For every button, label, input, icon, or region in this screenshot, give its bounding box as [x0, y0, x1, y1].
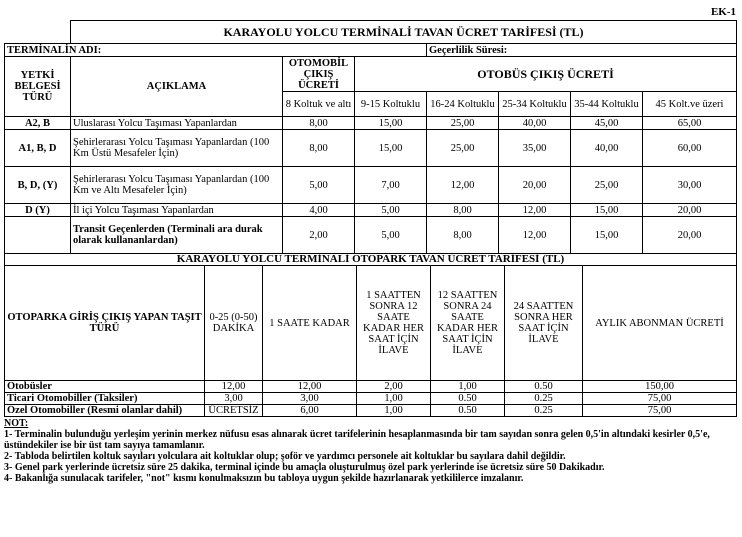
parking-col: 1 SAATTEN SONRA 12 SAATE KADAR HER SAAT İÇİN İLAVE	[357, 266, 431, 381]
table-row	[5, 393, 737, 405]
license-type	[5, 217, 71, 254]
fee-cell: 0.50	[505, 381, 583, 393]
fee-cell: 1,00	[431, 381, 505, 393]
fee-cell: 25,00	[427, 117, 499, 130]
fee-cell: 12,00	[263, 381, 357, 393]
fee-cell: 7,00	[355, 167, 427, 204]
terminal-tariff-table	[4, 20, 737, 254]
row-description: Transit Geçenlerden (Terminali ara durak olarak kullananlardan)	[71, 217, 283, 254]
table-row	[5, 117, 737, 130]
fee-cell: 12,00	[499, 204, 571, 217]
parking-col: 0-25 (0-50) DAKİKA	[205, 266, 263, 381]
row-description: Şehirlerarası Yolcu Taşıması Yapanlardan (100 Km ve Altı Mesafeler İçin)	[71, 167, 283, 204]
notes-label: NOT:	[4, 418, 29, 429]
fee-cell: 2,00	[283, 217, 355, 254]
fee-cell: 3,00	[205, 393, 263, 405]
fee-cell: 30,00	[643, 167, 737, 204]
vehicle-type: Otobüsler	[5, 381, 205, 393]
fee-cell: 0.25	[505, 393, 583, 405]
table-row	[5, 130, 737, 167]
fee-cell: 12,00	[205, 381, 263, 393]
fee-cell: 0.25	[505, 405, 583, 417]
fee-cell: 15,00	[355, 130, 427, 167]
fee-cell: 40,00	[571, 130, 643, 167]
sub-col: 9-15 Koltuklu	[355, 92, 427, 117]
validity-label: Geçerlilik Süresi:	[427, 44, 737, 57]
table-row	[5, 217, 737, 254]
fee-cell: 15,00	[571, 217, 643, 254]
sub-col: 16-24 Koltuklu	[427, 92, 499, 117]
fee-cell: 0.50	[431, 393, 505, 405]
note-item: 1- Terminalin bulunduğu yerleşim yerinin merkez nüfusu esas alınarak ücret tarifelerinin hesaplanmasında bir tam sayıdan sonra gelen 0,5'in altındaki kesirler 0,5'e, üstündekiler ise bir üst tam sayıya tamamlanır.	[4, 429, 710, 451]
parking-tariff-table	[4, 254, 737, 417]
parking-tariff-title: KARAYOLU YOLCU TERMİNALİ OTOPARK TAVAN ÜCRET TARİFESİ (TL)	[5, 254, 737, 266]
fee-cell: 75,00	[583, 405, 737, 417]
terminal-name-label: TERMİNALİN ADI:	[5, 44, 427, 57]
fee-cell: 75,00	[583, 393, 737, 405]
row-description: İl içi Yolcu Taşıması Yapanlardan	[71, 204, 283, 217]
table-row	[5, 167, 737, 204]
fee-cell: 5,00	[355, 217, 427, 254]
note-item: 3- Genel park yerlerinde ücretsiz süre 25 dakika, terminal içinde bu amaçla oluşturulmuş özel park yerlerinde ise ücretsiz süre 50 Dakikadır.	[4, 462, 605, 473]
document-page	[4, 20, 736, 484]
license-type: D (Y)	[5, 204, 71, 217]
fee-cell: 65,00	[643, 117, 737, 130]
license-type: A1, B, D	[5, 130, 71, 167]
col-auto-exit: OTOMOBİL ÇIKIŞ ÜCRETİ	[283, 57, 355, 92]
fee-cell: 8,00	[427, 217, 499, 254]
fee-cell: 150,00	[583, 381, 737, 393]
license-type: A2, B	[5, 117, 71, 130]
sub-col: 45 Kolt.ve üzeri	[643, 92, 737, 117]
annex-label: EK-1	[710, 6, 736, 18]
fee-cell: 1,00	[357, 393, 431, 405]
parking-col: 1 SAATE KADAR	[263, 266, 357, 381]
terminal-tariff-title: KARAYOLU YOLCU TERMİNALİ TAVAN ÜCRET TARİFESİ (TL)	[71, 21, 737, 44]
fee-cell: ÜCRETSİZ	[205, 405, 263, 417]
fee-cell: 1,00	[357, 405, 431, 417]
fee-cell: 25,00	[427, 130, 499, 167]
fee-cell: 20,00	[643, 204, 737, 217]
fee-cell: 25,00	[571, 167, 643, 204]
table-row	[5, 405, 737, 417]
fee-cell: 15,00	[355, 117, 427, 130]
fee-cell: 20,00	[643, 217, 737, 254]
parking-col: AYLIK ABONMAN ÜCRETİ	[583, 266, 737, 381]
fee-cell: 8,00	[283, 130, 355, 167]
fee-cell: 4,00	[283, 204, 355, 217]
col-bus-exit: OTOBÜS ÇIKIŞ ÜCRETİ	[355, 57, 737, 92]
fee-cell: 5,00	[355, 204, 427, 217]
fee-cell: 6,00	[263, 405, 357, 417]
fee-cell: 5,00	[283, 167, 355, 204]
vehicle-type: Ticari Otomobiller (Taksiler)	[5, 393, 205, 405]
vehicle-type: Özel Otomobiller (Resmi olanlar dahil)	[5, 405, 205, 417]
col-vehicle-type: OTOPARKA GİRİŞ ÇIKIŞ YAPAN TAŞIT TÜRÜ	[5, 266, 205, 381]
sub-col: 35-44 Koltuklu	[571, 92, 643, 117]
fee-cell: 60,00	[643, 130, 737, 167]
fee-cell: 12,00	[499, 217, 571, 254]
parking-col: 24 SAATTEN SONRA HER SAAT İÇİN İLAVE	[505, 266, 583, 381]
fee-cell: 0.50	[431, 405, 505, 417]
fee-cell: 8,00	[427, 204, 499, 217]
note-item: 2- Tabloda belirtilen koltuk sayıları yolculara ait koltuklar olup; şoför ve yardımcı personele ait koltuklar bu sayılara dahil değildir.	[4, 451, 566, 462]
fee-cell: 3,00	[263, 393, 357, 405]
fee-cell: 20,00	[499, 167, 571, 204]
fee-cell: 40,00	[499, 117, 571, 130]
table-row	[5, 204, 737, 217]
notes-section	[4, 418, 736, 484]
note-item: 4- Bakanlığa sunulacak tarifeler, "not" kısmı konulmaksızın bu tabloya uygun şekilde hazırlanarak yetkililerce imzalanır.	[4, 473, 524, 484]
sub-col: 8 Koltuk ve altı	[283, 92, 355, 117]
parking-col: 12 SAATTEN SONRA 24 SAATE KADAR HER SAAT İÇİN İLAVE	[431, 266, 505, 381]
fee-cell: 12,00	[427, 167, 499, 204]
fee-cell: 8,00	[283, 117, 355, 130]
fee-cell: 2,00	[357, 381, 431, 393]
fee-cell: 45,00	[571, 117, 643, 130]
row-description: Şehirlerarası Yolcu Taşıması Yapanlardan (100 Km Üstü Mesafeler İçin)	[71, 130, 283, 167]
fee-cell: 35,00	[499, 130, 571, 167]
fee-cell: 15,00	[571, 204, 643, 217]
col-license-type: YETKİ BELGESİ TÜRÜ	[5, 57, 71, 117]
license-type: B, D, (Y)	[5, 167, 71, 204]
table-row	[5, 381, 737, 393]
col-description: AÇIKLAMA	[71, 57, 283, 117]
sub-col: 25-34 Koltuklu	[499, 92, 571, 117]
row-description: Uluslarası Yolcu Taşıması Yapanlardan	[71, 117, 283, 130]
